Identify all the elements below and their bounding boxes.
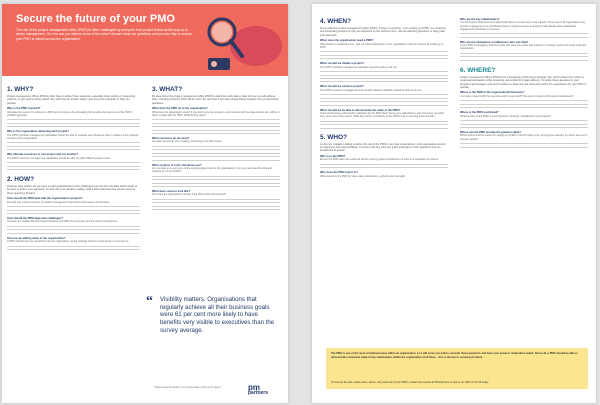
answer: Consider personnel, time, funding, technology and office space. [152,140,223,144]
answer: Are you able to co-opt some of the existing project tools in the organisation or do you need specific tools and systems to run as a PMO? [152,166,272,174]
answer: The PMO’s portfolio management capability should be able to tell you. [320,65,398,69]
answer: How does the organisation function if the PMO works as intended? [152,193,226,197]
answer: If your PMO is struggling, find the people who have the power and influence to change needs and minds within the organisation. [460,44,587,51]
question: Why allocate resources to one project and not another? [7,153,79,157]
how-intro: However wise matters as you have a solid understanding of the challenges and can then prioritise which needs to be done to inform your approach. To help with your decision making, hold a team brainstorming session and put these questions forward. [7,184,138,195]
pull-quote: Visibility matters. Organisations that regularly achieve all their business goals were 61 per cent more likely to have benefits very visible to executives than the survey average. [160,296,275,334]
answer: Often before it establishes one - find out which challenges in your organisation could be relieved by setting up a PMO. [320,42,444,49]
answer-lines [7,119,140,127]
when-intro: For an effective project management office (PMO), timing is everything - from setting up a PMO, to monitoring and scheduling projects so they are delivered on the optimum time. Use the following questions to help guide your approach. [320,27,446,37]
question: Who are the key stakeholders? [460,18,500,21]
who-heading: 5. WHO? [320,133,348,141]
answer: Articulate the reason for setting up a PMO and its purpose by articulating the benefits and outcomes of the PMO’s portfolio approach. [7,110,133,117]
answer-lines [7,142,140,150]
answer-lines [320,121,448,129]
answer-lines [152,199,280,210]
question: How should the PMO approach challenges? [7,216,63,220]
answer-lines [152,176,280,187]
question: When does the organisation need a PMO? [320,39,374,43]
answer-lines [320,164,448,168]
question: Where can the PMO provide the greatest value? [460,130,521,134]
summary-callout [326,348,588,389]
who-intro: A common mistake is failing to define the role of the PMO or set clear expectations in the organisation around its objectives and responsibilities. To ensure this buy, here are a few examples of ‘who’ questions that you should look to answer. [320,142,446,153]
contact-cta[interactable]: To find out the who, what, when, where, why and how of your PMO, contact the experts at PM-Partners or call us on 1300 70 12 16 today. [331,381,489,384]
when-heading: 4. WHEN? [320,18,352,25]
answer: A PMO should have the overall line into the organisation via the strategic benefit of each project or investment. [7,240,130,244]
why-intro: Project management offices (PMOs) often have to defend their existence, especially when cutting or postponing projects, so get used to being ‘asked why’ and have an answer ready. Here are a few examples to help you prepare. [7,95,136,105]
answer: What function of the PMO is most important: strategic, operational or governance? [460,114,552,118]
question: What does success look like? [152,189,191,193]
question: How are we adding value to the organisation? [7,236,66,240]
answer: Write reports to the PMO for clear value propositions, authority and oversight. [320,174,406,178]
question: When should we be able to demonstrate the value of the PMO? [320,108,401,112]
answer: The PMO’s portfolio management capabilities should be able to evaluate each business case in relation to the strategic function of the organisation. [7,133,139,140]
answer-lines [320,51,448,59]
what-intro: Be clear about the project management office (PMO)’s objectives and make it clear for how you will achieve them. Including what the PMO will do, won’t do, and how it can help people deliver projects. Are you and those questions: [152,95,279,105]
answer-lines [460,120,588,128]
answer: Track performance and benefits realisation for the PMO itself. Survey key stakeholders and executives get what they need, when they need it. What they report, contributes to the PMO’s role in securing those benefits. [320,111,444,119]
answer: PMOs evolve and the reason for setting up a PMO in the first place may no longer be relevant, so where else can it provide support? [460,134,588,141]
answer-lines [152,119,280,134]
answer-lines [460,33,588,37]
question: Where is the PMO in the organisational hierarchy? [460,91,525,95]
question: Who are the champions or influencers who can help? [460,40,529,44]
why-how-column [7,86,140,253]
when-who-column [320,18,448,180]
answer-lines [460,53,588,61]
where-intro: Project management offices (PMOs) are increasingly performing a strategic role, which places them close to organisational leaders while remaining responsible for project delivery. To tackle these questions to your programmes/managers and senior leaders to determine the best place within the organisation for your PMO to operate. [460,75,587,89]
answer: Your place interact with the executive and C-suite itself? How does it interact with project practitioners? [460,94,574,98]
quote-mark-icon: “ [146,294,153,309]
page-right [312,4,596,403]
pm-partners-logo [248,384,282,396]
answer-lines [460,143,588,147]
question: Why is the PMO required? [7,107,41,111]
answer-lines [7,206,140,214]
question: When should we initiate a project? [320,62,365,66]
answer-lines [152,146,280,161]
answer-lines [7,162,140,170]
answer: Consider the relationship and support between the PMO, the executive and the project practitioners. [7,220,118,224]
answer-lines [7,246,140,250]
question: What systems or tools should we use? [152,163,202,167]
magnifier-illustration-icon [198,8,284,74]
where-column [460,18,588,151]
quote-source: *https://www.bmcedorm.com/c/dp/-state-of-the-pmo-report [154,386,221,389]
question: When should we cancel a project? [320,85,364,89]
answer: Develop and embed a system of portfolio management that tracks performance and benefits. [7,200,110,204]
how-heading: 2. HOW? [7,175,35,183]
question: What resources do we need? [152,136,190,140]
answer: The PMO’s resource management and benefits tracking capability should be able to tell you. [320,88,423,92]
question: Who does the PMO report to? [320,171,358,175]
question: What does the PMO do in the organisation? [152,107,208,111]
question: Where is the PMO positioned? [460,111,499,115]
banner-intro: The role of the project management office (PMO) is often challenged by everyone from project teams all the way up to senior management. So how can you silence some of the noise? Answer these six questions and you can help to ensure your PMO is valued across the organisation. [16,28,192,41]
answer: You will need to build trust and rapport with them to secure buy-in and support. Seven out of 10 organisations say sponsor engagement is a contributing factor to project success and almost half indicate other stakeholder engagement contributes to success. [460,21,586,31]
logo-pm-text: pm [248,383,260,392]
page-left [2,4,288,403]
where-heading: 6. WHERE? [460,66,496,74]
summary-note: The PMO is one of the most scrutinised areas within an organisation, so it will serve you well to consider these questions and have your answers ready when asked. Above all, a PMO should be able to demonstrate consistent value to key stakeholders within the organisation at all times – this is the key to securing its future. [331,352,578,359]
logo-partners-text: partners [248,390,269,396]
question: Why is the organisation delivering each project? [7,130,69,134]
question: Who is in the PMO? [320,154,346,158]
answer: What does the organisation need? If you don’t know the answers, communicate with the stakeholders who will be in direct contact with the PMO. What do they want? [152,110,280,117]
what-heading: 3. WHAT? [152,86,183,93]
answer-lines [320,94,448,105]
question: How should the PMO deal with the organisation’s projects? [7,197,83,201]
answer: Ensure the PMO team has a diverse identity among project practitioners so there is a separation of powers. [320,158,439,162]
page-title: Secure the future of your PMO [16,13,175,25]
hero-banner [2,4,288,76]
answer-lines [7,226,140,234]
what-column [152,86,280,213]
why-heading: 1. WHY? [7,86,34,93]
answer: The PMO’s resource management capabilities should be able to justify different project needs. [7,156,112,160]
answer-lines [460,100,588,108]
answer-lines [320,71,448,82]
